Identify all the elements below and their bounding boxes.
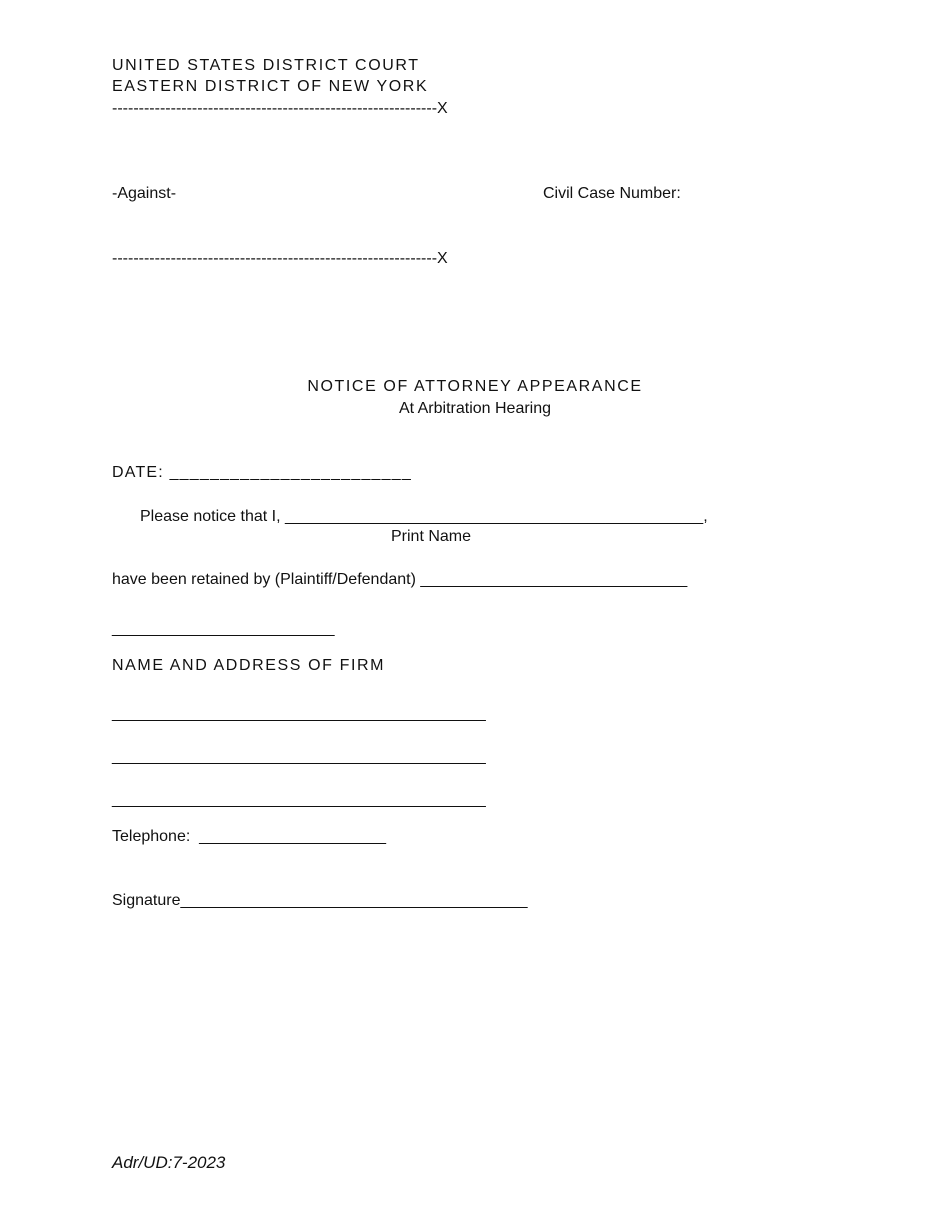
attorney-name-field: Please notice that I, _______________________________________________, xyxy=(140,508,708,525)
signature-field: Signature_______________________________________ xyxy=(112,892,528,909)
firm-address-line-3: __________________________________________ xyxy=(112,791,486,808)
court-district: EASTERN DISTRICT OF NEW YORK xyxy=(112,78,429,95)
retained-by-continuation: _________________________ xyxy=(112,620,335,637)
print-name-caption: Print Name xyxy=(391,528,472,545)
court-name: UNITED STATES DISTRICT COURT xyxy=(112,57,420,74)
caption-divider-bottom: -------------------------------------------------------------X xyxy=(112,250,448,267)
firm-heading: NAME AND ADDRESS OF FIRM xyxy=(112,657,386,674)
firm-address-line-1: __________________________________________ xyxy=(112,705,486,722)
civil-case-number-label: Civil Case Number: xyxy=(543,185,681,202)
date-field: DATE: ________________________ xyxy=(112,464,412,481)
retained-by-field: have been retained by (Plaintiff/Defendant) ______________________________ xyxy=(112,571,688,588)
form-code: Adr/UD:7-2023 xyxy=(112,1153,226,1172)
document-title: NOTICE OF ATTORNEY APPEARANCE xyxy=(307,378,643,395)
document-subtitle: At Arbitration Hearing xyxy=(398,400,552,417)
telephone-field: Telephone: _____________________ xyxy=(112,828,387,845)
caption-divider-top: -------------------------------------------------------------X xyxy=(112,100,448,117)
firm-address-line-2: __________________________________________ xyxy=(112,748,486,765)
against-label: -Against- xyxy=(112,185,177,202)
